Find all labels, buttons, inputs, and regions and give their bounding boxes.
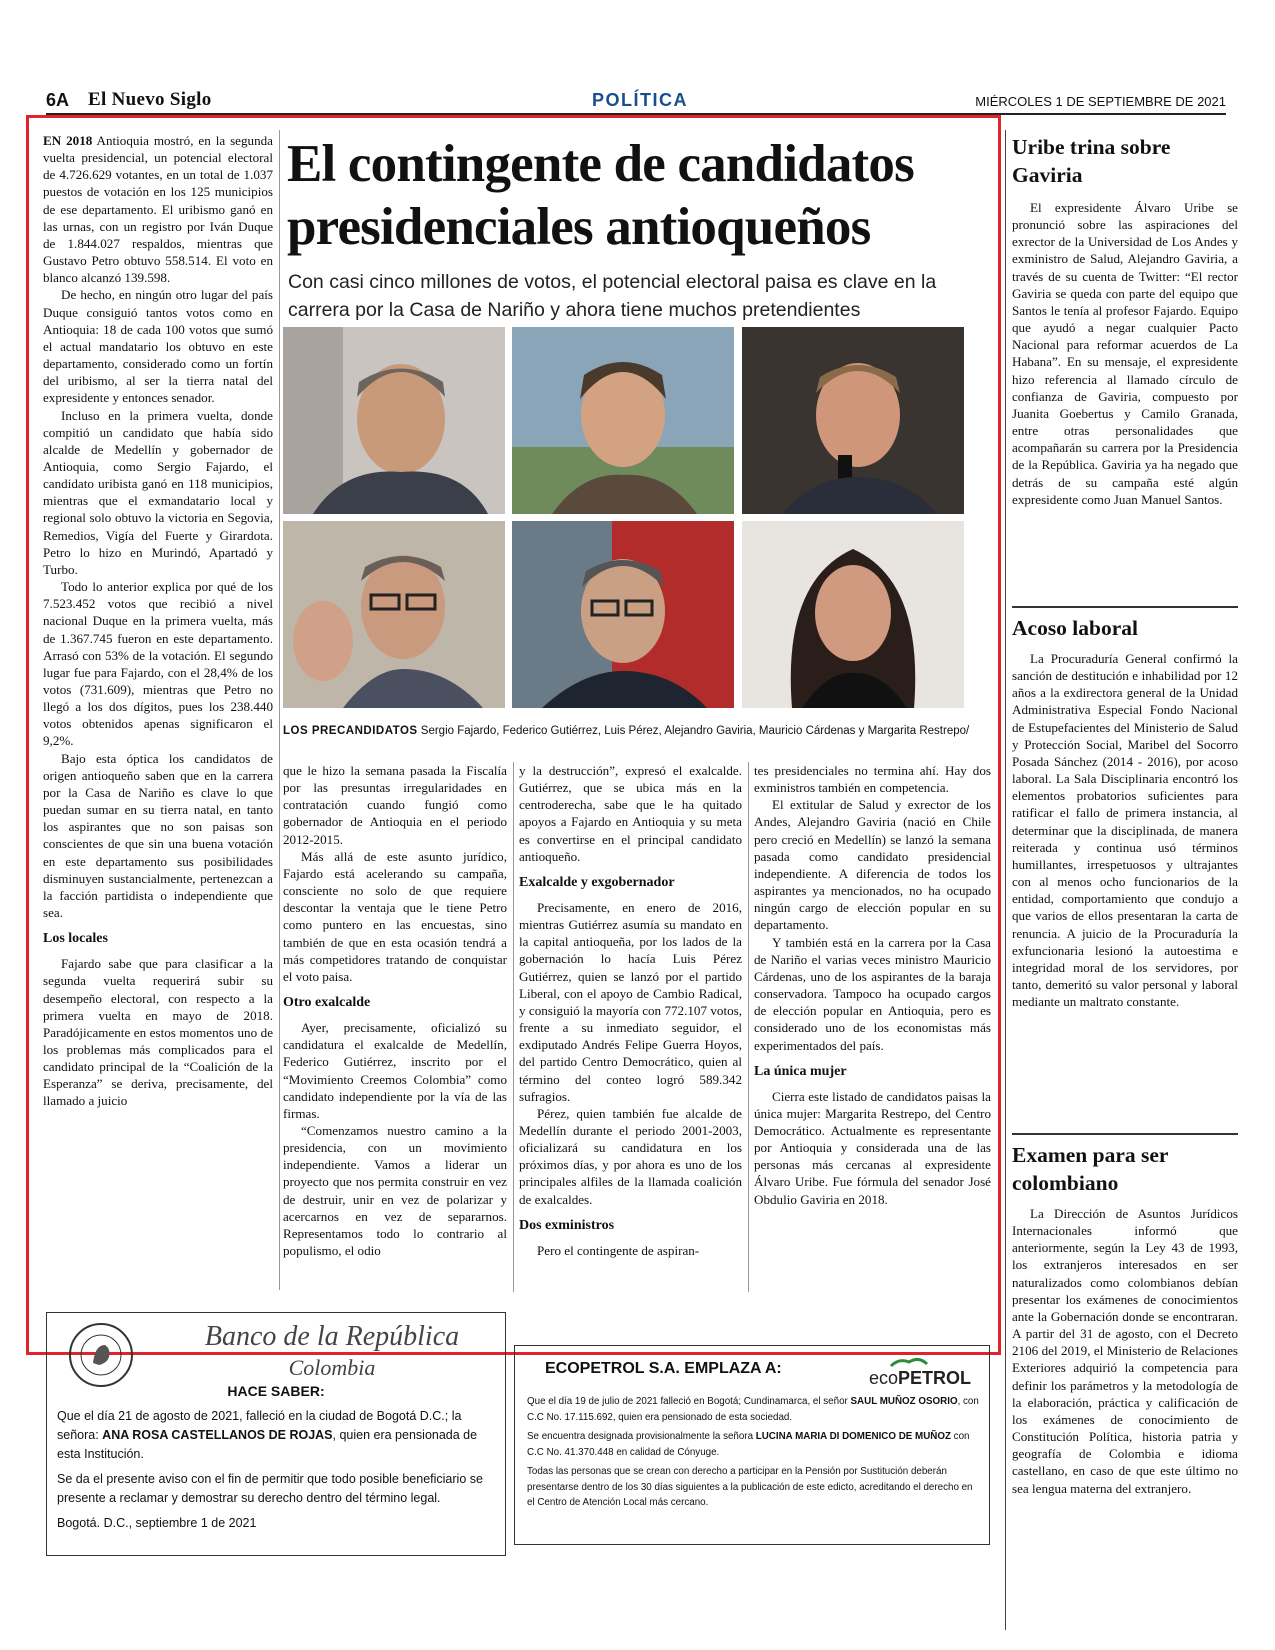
photo-mauricio-cardenas <box>512 521 734 708</box>
deck: Con casi cinco millones de votos, el potencial electoral paisa es clave en la carrera por la Casa de Nariño y ahora tiene muchos pretendientes <box>288 271 937 321</box>
photo-luis-perez <box>742 327 964 514</box>
article-column-2 <box>283 762 507 1259</box>
sidebar-rule <box>1005 130 1006 1630</box>
subheading: La única mujer <box>754 1063 847 1079</box>
sidebar-body: El expresidente Álvaro Uribe se pronunció sobre las aspiraciones del exrector de la Universidad de Los Andes y exministro de Salud, Alejandro Gaviria, a través de su cuenta de Twitter: “El rector Gaviria se queda con parte del equipo que Santos le tenía al profesor Fajardo. Equipo que ayudó a negar cualquier Pacto Nacional para reformar acuerdos de La Habana”. En su mensaje, el expresidente hizo referencia al llamado círculo de confianza de Gaviria, compuesto por Juanita Goebertus y Camilo Granada, entre otras personalidades que acompañarán su carrera por la Presidencia de la República. Gaviria ya ha negado que detrás de su campaña esté algún expresidente como Juan Manuel Santos. <box>1012 200 1238 507</box>
paragraph: Y también está en la carrera por la Casa de Nariño el varias veces ministro Mauricio Cárdenas, uno de los aspirantes de la baraja conservadora. Tampoco ha ocupado cargos de elección popular en Antioquia, pero es considerado uno de los economistas más experimentados del país. <box>754 934 991 1053</box>
column-rule <box>748 762 749 1292</box>
issue-date: MIÉRCOLES 1 DE SEPTIEMBRE DE 2021 <box>975 94 1226 109</box>
paragraph: Bajo esta óptica los candidatos de origen antioqueño saben que en la carrera por la Casa de Nariño es clave lo que puedan sumar en su tierra natal, en tanto los aspirantes que no son paisas son conscientes de que sin una buena votación en este departamento sus posibilidades disminuyen sustancialmente, pertenezcan a la facción partidista o independiente que sea. <box>43 750 273 921</box>
paragraph: Pérez, quien también fue alcalde de Medellín durante el periodo 2001-2003, oficializará su candidatura en los próximos días, y por ahora es uno de los principales alfiles de la llamada coalición de exalcaldes. <box>519 1105 742 1207</box>
paragraph: Todo lo anterior explica por qué de los 7.523.452 votos que recibió a nivel nacional Duque en la primera vuelta, más de 1.367.745 fueron en este departamento. Arrasó con 53% de la votación. El segundo lugar fue para Fajardo, con el 28,4% de los votos (731.609), mientras que Petro no llegó a los dos dígitos, pues los 238.440 votos obtenidos apenas significaron el 9,2%. <box>43 579 273 749</box>
banco-title: Banco de la República <box>204 1321 460 1352</box>
paragraph: EN 2018 Antioquia mostró, en la segunda vuelta presidencial, un potencial electoral de 4.726.629 votantes, en un total de 1.037 puestos de votación en los 125 municipios de ese departamento. El uribismo ganó en las urnas, con un registro por Iván Duque de 1.844.027 respaldos, mientras que Gustavo Petro obtuvo 558.514. El voto en blanco alcanzó 139.598. <box>43 133 273 286</box>
banco-seal-icon <box>69 1323 133 1387</box>
ecopetrol-title: ECOPETROL S.A. EMPLAZA A: <box>545 1360 782 1377</box>
hace-saber: HACE SABER: <box>227 1383 325 1399</box>
sidebar-title: Examen para ser colombiano <box>1012 1143 1169 1195</box>
subheading: Los locales <box>43 931 108 947</box>
sidebar-body: La Dirección de Asuntos Jurídicos Internacionales informó que anteriormente, según la Ley 43 de 1993, los extranjeros interesados en ser naturalizados como colombianos debían presentar los exámenes de conocimientos ante la Gobernación donde se encontraran. A partir del 31 de agosto, con el Decreto 2106 del 2019, el Ministerio de Relaciones Exteriores adquirió la competencia para definir los parámetros y la metodología de la elaboración, práctica y calificación de los exámenes de conocimiento de Constitución Política, historia patria y geografía de Colombia e idioma castellano, en caso de que este último no sea lengua materna del extranjero. <box>1012 1206 1238 1496</box>
subheading: Dos exministros <box>519 1217 615 1233</box>
sidebar-item-examen <box>1012 1141 1238 1497</box>
ecopetrol-notice: Que el día 19 de julio de 2021 falleció en Bogotá; Cundinamarca, el señor SAUL MUÑOZ OSORIO, con C.C No. 17.115.692, quien era pensionado de esta sociedad. Se encuentra designada provisionalmente la señora LUCINA MARIA DI DOMENICO DE MUÑOZ con C.C No. 41.370.448 en calidad de Cónyuge. Todas las personas que se crean con derecho a participar en la Pensión por Sustitución deberán presentarse dentro de los 30 días siguientes a la publicación de este edicto, acreditando el derecho en el Centro de Atención Local más cercano. <box>527 1396 979 1508</box>
paragraph: Cierra este listado de candidatos paisas la única mujer: Margarita Restrepo, del Centro Democrático. Actualmente es representante por Antioquia y considerada una de las personas más cercanas al expresidente Álvaro Uribe. Fue fórmula del senador José Obdulio Gaviria en 2018. <box>754 1088 991 1207</box>
photo-federico-gutierrez <box>512 327 734 514</box>
ecopetrol-logo: ecoPETROL <box>869 1368 971 1389</box>
iguana-icon <box>889 1354 929 1370</box>
paragraph: Fajardo sabe que para clasificar a la segunda vuelta requerirá subir su desempeño electoral, con respecto a la primera vuelta en mayo de 2018. Paradójicamente en estos momentos uno de los problemas más complicados para el candidato principal de la “Coalición de la Esperanza” se deriva, precisamente, del llamado a juicio <box>43 956 273 1109</box>
sidebar-title: Uribe trina sobre Gaviria <box>1012 135 1171 187</box>
paragraph: Más allá de este asunto jurídico, Fajardo está acelerando su campaña, consciente no solo de que requiere descontar la ventaja que le tiene Petro como puntero en las encuestas, sino también de que en esta ocasión tendrá a más competidores tratando de conquistar el voto paisa. <box>283 848 507 984</box>
paragraph: El extitular de Salud y exrector de los Andes, Alejandro Gaviria (nació en Chile pero creció en Medellín) se lanzó la semana pasada como candidato presidencial independiente. A diferencia de todos los aspirantes ya mencionados, no ha ocupado ningún cargo de elección popular en su departamento. <box>754 797 991 933</box>
sidebar-title: Acoso laboral <box>1012 616 1139 640</box>
article-column-3 <box>519 762 742 1259</box>
paragraph: De hecho, en ningún otro lugar del país Duque consiguió tantos votos como en Antioquia: 18 de cada 100 votos que sumó el actual mandatario los obtuvo en este departamento, considerado como un fortín del uribismo, al ser la tierra natal del expresidente y entonces senador. <box>43 287 273 406</box>
paragraph: Pero el contingente de aspiran- <box>537 1242 700 1258</box>
paragraph: “Comenzamos nuestro camino a la presidencia, con un movimiento independiente. Vamos a liderar un proyecto que nos permita construir en vez de destruir, unir en vez de polarizar y acercarnos en vez de separarnos. Representamos todo lo contrario al populismo, el odio <box>283 1122 507 1259</box>
photo-sergio-fajardo <box>283 327 505 514</box>
banco-notice: Que el día 21 de agosto de 2021, falleció en la ciudad de Bogotá D.C.; la señora: ANA ROSA CASTELLANOS DE ROJAS, quien era pensionada de esta Institución. Se da el presente aviso con el fin de permitir que todo posible beneficiario se presente a reclamar y demostrar su derecho dentro del término legal. Bogotá. D.C., septiembre 1 de 2021 <box>57 1409 483 1530</box>
section-label: POLÍTICA <box>592 90 688 110</box>
masthead: El Nuevo Siglo <box>88 89 212 110</box>
photo-alejandro-gaviria <box>283 521 505 708</box>
column-rule <box>513 762 514 1292</box>
paragraph: Ayer, precisamente, oficializó su candidatura el exalcalde de Medellín, Federico Gutiérrez, inscrito por el “Movimiento Creemos Colombia” como candidato independiente por la vía de las firmas. <box>283 1020 507 1121</box>
article-column-1 <box>43 132 273 1110</box>
sidebar-divider <box>1012 606 1238 608</box>
subheading: Exalcalde y exgobernador <box>519 874 675 890</box>
ad-banco-republica <box>46 1312 506 1556</box>
paragraph: Incluso en la primera vuelta, donde compitió un candidato que había sido alcalde de Medellín y gobernador de Antioquia, como Sergio Fajardo, el candidato uribista ganó en 118 municipios, mientras que el exmandatario local y regional solo obtuvo la victoria en Segovia, Remedios, Vigía del Fuerte y Girardota. Petro lo hizo en Murindó, Apartadó y Turbo. <box>43 407 273 577</box>
sidebar-item-acoso <box>1012 614 1238 1010</box>
paragraph: y la destrucción”, expresó el exalcalde. Gutiérrez, que se ubica más en la centroderecha, sabe que le ha quitado apoyos a Fajardo en Antioquia y su meta es convertirse en el principal candidato antioqueño. <box>519 763 742 864</box>
page-number: 6A <box>46 90 70 110</box>
photo-caption: LOS PRECANDIDATOS Sergio Fajardo, Federico Gutiérrez, Luis Pérez, Alejandro Gaviria, Mauricio Cárdenas y Margarita Restrepo/ <box>283 725 970 737</box>
sidebar-divider <box>1012 1133 1238 1135</box>
ad-ecopetrol <box>514 1345 990 1545</box>
paragraph: tes presidenciales no termina ahí. Hay dos exministros también en competencia. <box>754 763 991 796</box>
paragraph: Precisamente, en enero de 2016, mientras Gutiérrez asumía su mandato en la capital antioqueña, por los lados de la gobernación lo hacía Luis Pérez Gutiérrez, quien se lanzó por el partido Liberal, con el apoyo de Cambio Radical, y consiguió la mayoría con 772.107 votos, frente a su inmediato seguidor, el exdiputado Andrés Felipe Guerra Hoyos, del partido Centro Democrático, quien al término del conteo logró 589.342 sufragios. <box>519 899 742 1104</box>
column-rule <box>279 130 280 1290</box>
article-column-4 <box>754 762 991 1208</box>
photo-margarita-restrepo <box>742 521 964 708</box>
banco-subtitle: Colombia <box>288 1355 376 1380</box>
sidebar-item-uribe <box>1012 133 1238 508</box>
paragraph: que le hizo la semana pasada la Fiscalía por las presuntas irregularidades en contratación cuando fungió como gobernador de Antioquia en el periodo 2012-2015. <box>283 763 507 847</box>
headline: El contingente de candidatos presidenciales antioqueños <box>287 135 914 256</box>
subheading: Otro exalcalde <box>283 995 371 1011</box>
sidebar-body: La Procuraduría General confirmó la sanción de destitución e inhabilidad por 12 años a la exdirectora general de la Unidad Administrativa Especial Fondo Nacional de Estupefacientes del Ministerio de Salud y Protección Social, Maribel del Socorro Posada Sánchez (2014 - 2016), por acoso laboral. La Sala Disciplinaria encontró los elementos probatorios suficientes para ratificar el fallo de primera instancia, al determinar que la disciplinada, de manera reiterada y continua usó términos humillantes, irrespetuosos y ultrajantes con al menos ocho funcionarios de la entidad, comportamiento que condujo a que varios de ellos presentaran la carta de renuncia. A juicio de la Procuraduría la exfuncionaria lesionó la autoestima e integridad moral de los servidores, por tanto, demeritó su valor personal y laboral mediante un maltrato constante. <box>1012 651 1238 1010</box>
